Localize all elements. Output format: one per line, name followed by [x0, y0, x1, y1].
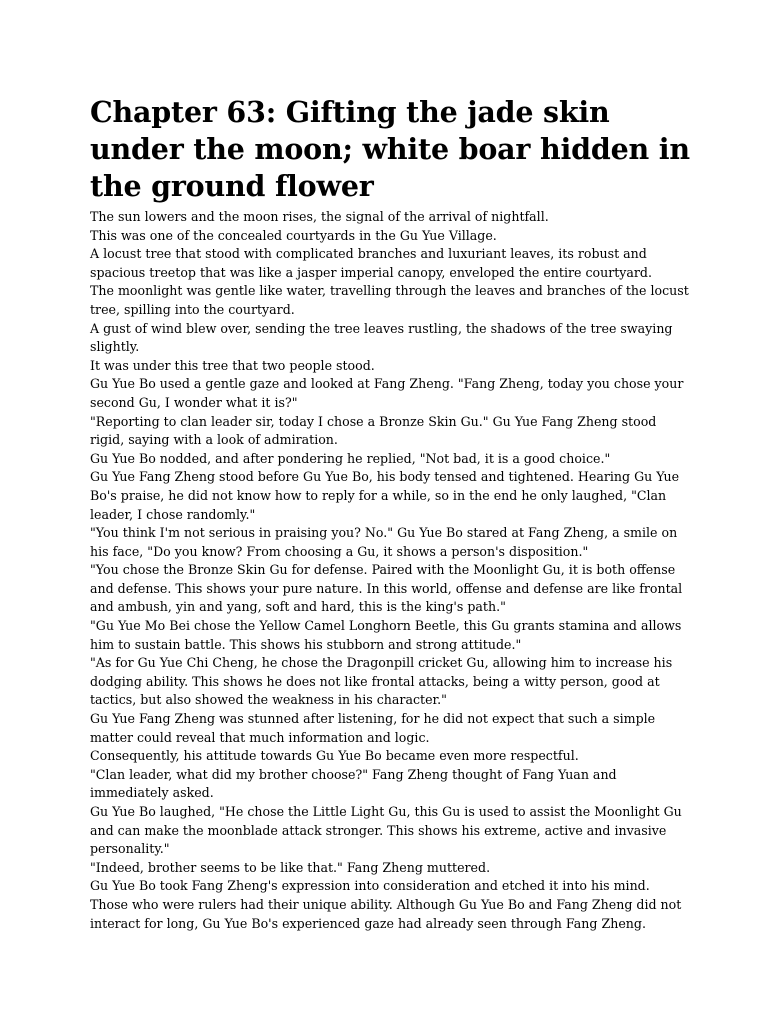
paragraph: Gu Yue Fang Zheng was stunned after listening, for he did not expect that such a simple matter could reveal that much information and logic.	[90, 711, 656, 745]
paragraph: "Indeed, brother seems to be like that." Fang Zheng muttered.	[90, 859, 491, 875]
paragraph: The sun lowers and the moon rises, the signal of the arrival of nightfall.	[90, 209, 549, 224]
paragraph: "You think I'm not serious in praising you? No." Gu Yue Bo stared at Fang Zheng, a smile on his face, "Do you know? From choosing a Gu, it shows a person's disposition."	[90, 525, 678, 559]
paragraph: Gu Yue Bo took Fang Zheng's expression into consideration and etched it into his mind.	[90, 878, 650, 894]
paragraph: "Reporting to clan leader sir, today I chose a Bronze Skin Gu." Gu Yue Fang Zheng stood rigid, saying with a look of admiration.	[90, 413, 657, 448]
paragraph: A locust tree that stood with complicated branches and luxuriant leaves, its robust and spacious treetop that was like a jasper imperial canopy, enveloped the entire courtyard.	[90, 246, 652, 280]
paragraph: This was one of the concealed courtyards in the Gu Yue Village.	[90, 227, 497, 243]
paragraph: "You chose the Bronze Skin Gu for defense. Paired with the Moonlight Gu, it is both offense and defense. This shows your pure nature. In this world, offense and defense are like frontal and ambush, yin and yang, soft and hard, this is the king's path."	[90, 562, 683, 615]
paragraph: Gu Yue Bo laughed, "He chose the Little Light Gu, this Gu is used to assist the Moonlight Gu and can make the moonblade attack stronger. This shows his extreme, active and invasive personality."	[90, 804, 682, 857]
paragraph: Consequently, his attitude towards Gu Yue Bo became even more respectful.	[90, 748, 579, 764]
paragraph: Gu Yue Bo nodded, and after pondering he replied, "Not bad, it is a good choice."	[90, 450, 611, 466]
paragraph: Those who were rulers had their unique ability. Although Gu Yue Bo and Fang Zheng did not interact for long, Gu Yue Bo's experienced gaze had already seen through Fang Zheng.	[90, 896, 682, 931]
paragraph: "As for Gu Yue Chi Cheng, he chose the Dragonpill cricket Gu, allowing him to increase his dodging ability. This shows he does not like frontal attacks, being a witty person, good at tactics, but also showed the weakness in his character."	[90, 655, 673, 708]
paragraph: Gu Yue Fang Zheng stood before Gu Yue Bo, his body tensed and tightened. Hearing Gu Yue Bo's praise, he did not know how to reply for a while, so in the end he only laughed, "Clan leader, I chose randomly."	[90, 469, 680, 522]
paragraph: It was under this tree that two people stood.	[90, 357, 375, 373]
paragraph: A gust of wind blew over, sending the tree leaves rustling, the shadows of the tree swaying slightly.	[90, 320, 673, 355]
paragraph: Gu Yue Bo used a gentle gaze and looked at Fang Zheng. "Fang Zheng, today you chose your second Gu, I wonder what it is?"	[90, 376, 684, 410]
chapter-body	[90, 208, 690, 933]
paragraph: The moonlight was gentle like water, travelling through the leaves and branches of the locust tree, spilling into the courtyard.	[90, 283, 689, 317]
chapter-title: Chapter 63: Gifting the jade skin under the moon; white boar hidden in the ground flower	[90, 95, 690, 203]
paragraph: "Gu Yue Mo Bei chose the Yellow Camel Longhorn Beetle, this Gu grants stamina and allows him to sustain battle. This shows his stubborn and strong attitude."	[90, 618, 682, 652]
document-page	[90, 94, 690, 933]
paragraph: "Clan leader, what did my brother choose?" Fang Zheng thought of Fang Yuan and immediately asked.	[90, 766, 617, 801]
